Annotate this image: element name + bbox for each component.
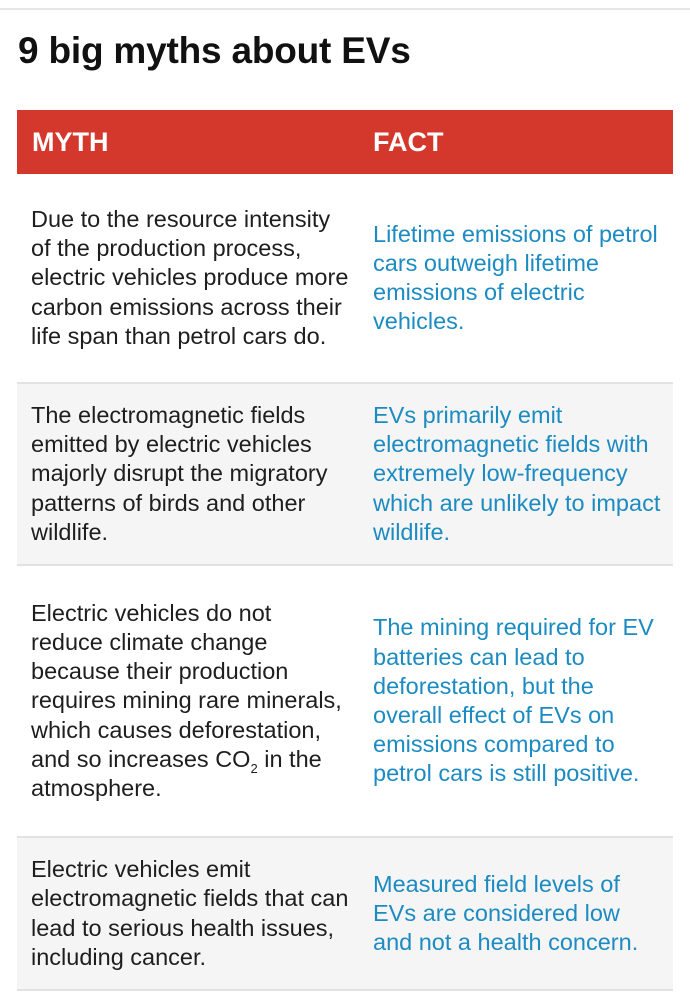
myth-text: Electric vehicles emit electromagnetic fields that can lead to serious health issues, including cancer. xyxy=(31,856,349,970)
myth-text xyxy=(17,599,359,803)
fact-text: Lifetime emissions of petrol cars outweigh lifetime emissions of electric vehicles. xyxy=(373,220,658,335)
table-row xyxy=(17,566,673,838)
co2-subscript: 2 xyxy=(250,760,258,776)
top-divider xyxy=(0,8,690,10)
table-header xyxy=(17,110,673,174)
table-row xyxy=(17,384,673,566)
table-row xyxy=(17,838,673,991)
table-row xyxy=(17,174,673,384)
myth-text-part: in the atmosphere. xyxy=(31,745,322,801)
myth-text-part: Electric vehicles do not reduce climate change because their production requires mining rare minerals, which causes deforestation, and so increases CO xyxy=(31,599,342,772)
fact-text: Measured field levels of EVs are considered low and not a health concern. xyxy=(373,870,639,956)
fact-text: EVs primarily emit electromagnetic fields with extremely low-frequency which are unlikely to impact wildlife. xyxy=(373,401,661,545)
fact-column-header: FACT xyxy=(373,126,444,157)
myth-text: Due to the resource intensity of the production process, electric vehicles produce more carbon emissions across their life span than petrol cars do. xyxy=(31,205,349,349)
myths-table xyxy=(17,110,673,991)
myth-text: The electromagnetic fields emitted by electric vehicles majorly disrupt the migratory patterns of birds and other wildlife. xyxy=(31,401,328,545)
page-title: 9 big myths about EVs xyxy=(18,30,411,71)
myth-column-header: MYTH xyxy=(32,126,109,157)
fact-text: The mining required for EV batteries can lead to deforestation, but the overall effect of EVs on emissions compared to petrol cars is still positive. xyxy=(373,614,654,787)
